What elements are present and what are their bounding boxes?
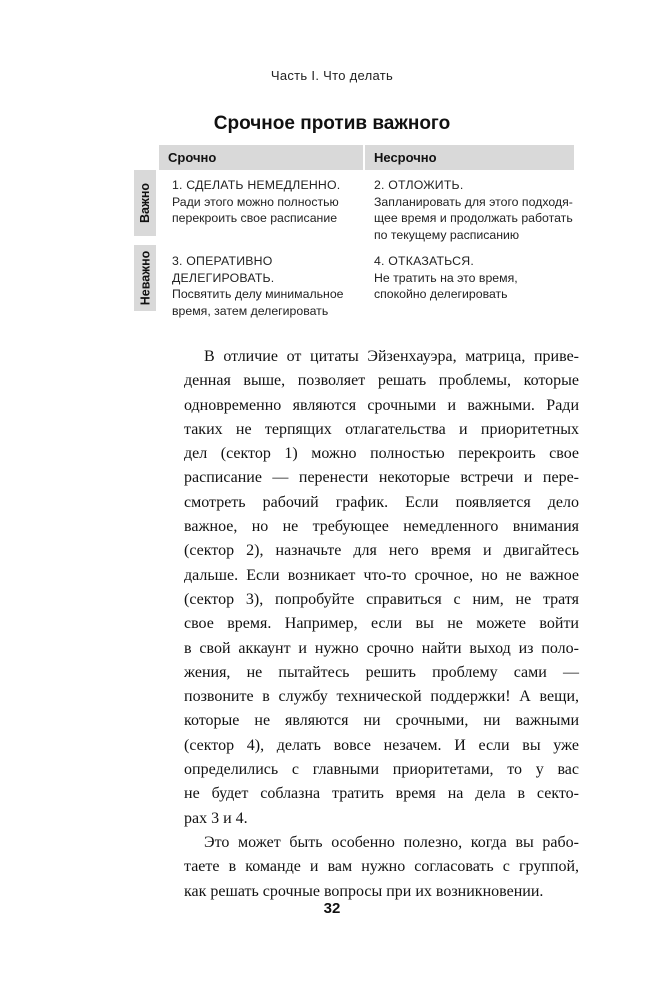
text-line: позвоните в службу технической поддержки! А вещи, [184, 688, 579, 706]
text-line: В отличие от цитаты Эйзенхауэра, матрица, приве- [204, 348, 579, 365]
text-line: (сектор 3), попробуйте справиться с ним, не тратя [184, 590, 579, 608]
text-line: как решать срочные вопросы при их возникновении. [184, 882, 544, 900]
priority-matrix [134, 145, 574, 318]
text-line: Это может быть особенно полезно, когда вы рабо- [204, 833, 579, 851]
matrix-cell-3 [172, 253, 362, 319]
cell-description: Не тратить на это время, спокойно делегировать [374, 270, 518, 301]
row-header-not-important [134, 245, 156, 311]
row-header-important-label: Важно [138, 182, 152, 224]
text-line: определились с главными приоритетами, то у вас [184, 761, 579, 779]
text-line: одновременно являются срочными и важными. Ради [184, 396, 579, 414]
text-line: смотреть рабочий график. Если появляется дело [184, 493, 579, 511]
text-line: дальше. Если возникает что-то срочное, но не важное [184, 566, 579, 584]
column-header-urgent: Срочно [159, 145, 363, 170]
cell-description: Ради этого можно полностью перекроить свое расписание [172, 194, 339, 225]
cell-description: Запланировать для этого подходя- щее время и продолжать работать по текущему расписанию [374, 194, 573, 242]
text-line: свое время. Например, если вы не можете войти [184, 615, 579, 633]
text-line: в свой аккаунт и нужно срочно найти выход из поло- [184, 639, 579, 657]
text-line: рах 3 и 4. [184, 809, 248, 827]
text-line: не будет соблазна тратить время на дела в секто- [184, 785, 579, 803]
text-line: денная выше, позволяет решать проблемы, которые [184, 372, 579, 390]
section-title: Срочное против важного [213, 113, 451, 134]
cell-description: Посвятить делу минимальное время, затем делегировать [172, 287, 344, 318]
cell-title: 4. ОТКАЗАТЬСЯ. [374, 254, 474, 268]
text-line: дел (сектор 1) можно полностью перекроить свое [184, 445, 579, 463]
column-header-not-urgent: Несрочно [363, 145, 574, 170]
row-header-not-important-label: Неважно [138, 250, 152, 306]
matrix-cell-4 [374, 253, 574, 303]
row-header-important [134, 170, 156, 236]
text-line: (сектор 2), назначьте для него время и двигайтесь [184, 542, 579, 560]
text-line: (сектор 4), делать вовсе незачем. И если вы уже [184, 736, 579, 754]
text-line: таких не терпящих отлагательства и приоритетных [184, 420, 579, 438]
text-line: расписание — перенести некоторые встречи и пере- [184, 469, 579, 487]
matrix-cell-2 [374, 177, 574, 243]
page-number: 32 [323, 900, 341, 917]
text-line: важное, но не требующее немедленного внимания [184, 518, 579, 536]
cell-title: 1. СДЕЛАТЬ НЕМЕДЛЕННО. [172, 178, 341, 192]
running-head: Часть I. Что делать [270, 68, 394, 83]
cell-title: 3. ОПЕРАТИВНО ДЕЛЕГИРОВАТЬ. [172, 254, 275, 285]
text-line: таете в команде и вам нужно согласовать с группой, [184, 858, 579, 876]
matrix-cell-1 [172, 177, 362, 227]
body-text [184, 345, 579, 904]
text-line: жения, не пытайтесь решить проблему сами — [184, 663, 579, 681]
text-line: которые не являются ни срочными, ни важными [184, 712, 579, 730]
cell-title: 2. ОТЛОЖИТЬ. [374, 178, 464, 192]
